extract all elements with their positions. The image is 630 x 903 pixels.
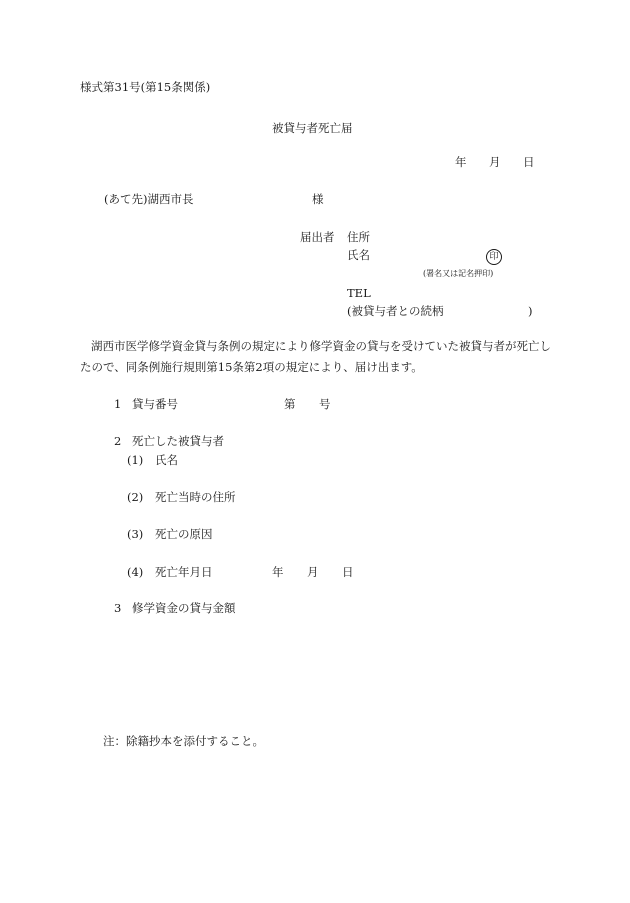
address-label: 住所 — [347, 230, 370, 244]
item-3-number: 3 — [114, 601, 122, 615]
sub-2-number: (2) — [127, 490, 144, 504]
item-1-label: 貸与番号 — [132, 397, 178, 411]
sub-3-number: (3) — [127, 527, 144, 541]
relation-close: ) — [528, 304, 533, 318]
item-2-number: 2 — [114, 434, 122, 448]
date-year-label: 年 — [455, 155, 467, 169]
sub-4-number: (4) — [127, 565, 144, 579]
seal-note: (署名又は記名押印) — [423, 269, 494, 278]
item-1-go: 号 — [319, 397, 331, 411]
date-month-label: 月 — [489, 155, 501, 169]
date-day-label: 日 — [523, 155, 535, 169]
tel-label: TEL — [347, 286, 371, 300]
sub-3-label: 死亡の原因 — [155, 527, 213, 541]
seal-mark: 印 — [486, 249, 502, 265]
name-label: 氏名 — [347, 248, 370, 262]
sub-4-day: 日 — [342, 565, 354, 579]
sub-4-label: 死亡年月日 — [155, 565, 213, 579]
form-number: 様式第31号(第15条関係) — [80, 80, 211, 94]
item-1-number: 1 — [114, 397, 122, 411]
body-paragraph: 湖西市医学修学資金貸与条例の規定により修学資金の貸与を受けていた被貸与者が死亡したので、同条例施行規則第15条第2項の規定により、届け出ます。 — [80, 339, 551, 374]
item-3-label: 修学資金の貸与金額 — [132, 601, 236, 615]
item-1-dai: 第 — [284, 397, 296, 411]
relation-open: (被貸与者との続柄 — [347, 304, 444, 318]
sub-1-number: (1) — [127, 453, 144, 467]
form-title: 被貸与者死亡届 — [272, 121, 353, 135]
addressee-prefix: (あて先)湖西市長 — [104, 192, 194, 206]
sub-4-month: 月 — [307, 565, 319, 579]
sub-2-label: 死亡当時の住所 — [155, 490, 236, 504]
note: 注：除籍抄本を添付すること。 — [103, 734, 264, 748]
applicant-label: 届出者 — [300, 230, 335, 244]
sub-1-label: 氏名 — [155, 453, 178, 467]
sub-4-year: 年 — [272, 565, 284, 579]
addressee-honorific: 様 — [312, 192, 324, 206]
item-2-label: 死亡した被貸与者 — [132, 434, 224, 448]
